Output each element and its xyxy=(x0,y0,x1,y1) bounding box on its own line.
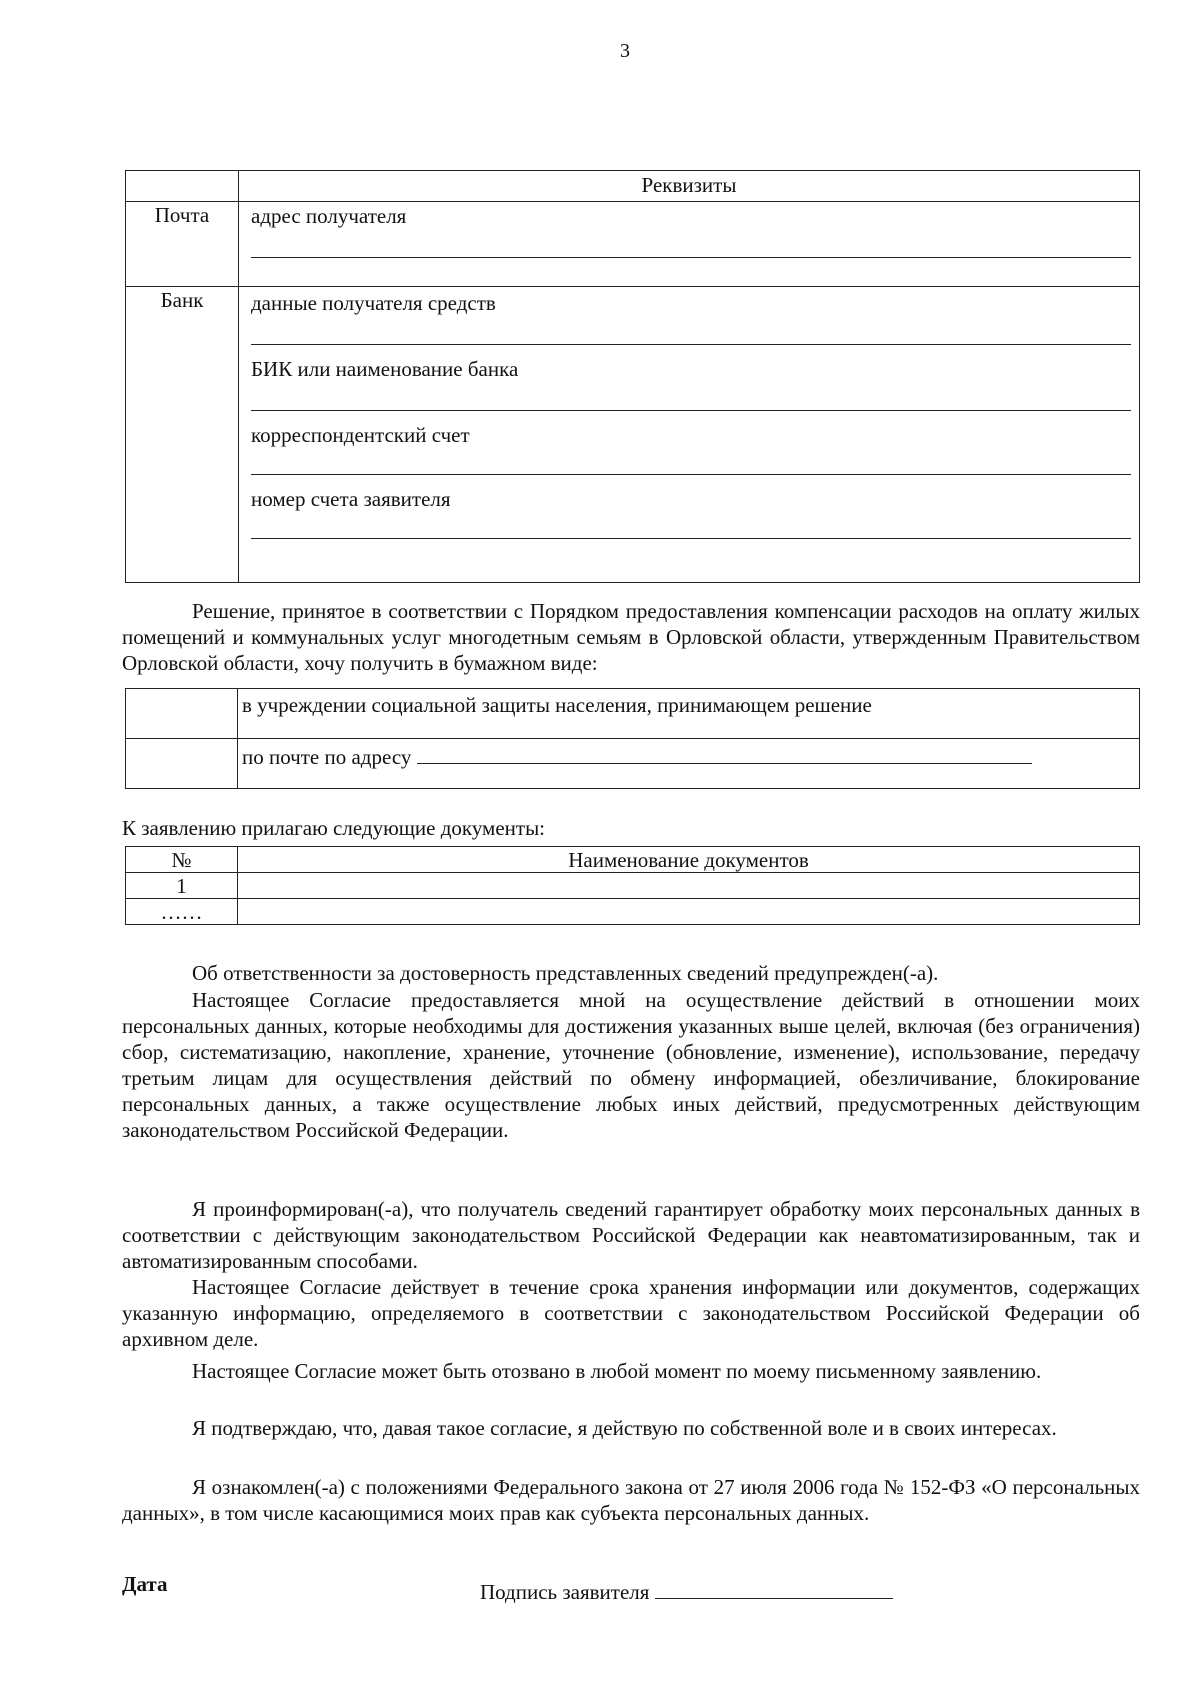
signature-block xyxy=(480,1578,893,1605)
requisites-header-empty xyxy=(126,171,239,202)
field-correspondent-account[interactable] xyxy=(251,411,1139,475)
requisites-table xyxy=(125,170,1140,583)
delivery-checkbox-office[interactable] xyxy=(126,689,238,739)
field-line[interactable] xyxy=(251,316,1131,345)
field-recipient-data[interactable] xyxy=(251,287,1139,345)
page-number: 3 xyxy=(620,40,630,62)
row-number: 1 xyxy=(126,873,238,899)
field-label: адрес получателя xyxy=(251,204,407,228)
table-row xyxy=(126,899,1140,925)
consent-paragraph: Настоящее Согласие предоставляется мной на осуществление действий в отношении моих персональных данных, которые необходимы для достижения указанных выше целей, включая (без ограничения) сбор, систематизацию, накопление, хранение, уточнение (обновление, изменение), использование, передачу третьим лицам для осуществления действий по обмену информацией, обезличивание, блокирование персональных данных, а также осуществление любых иных действий, предусмотренных действующим законодательством Российской Федерации. xyxy=(122,988,1140,1142)
row-document-name[interactable] xyxy=(238,873,1140,899)
signature-line[interactable] xyxy=(655,1578,893,1599)
documents-col-name: Наименование документов xyxy=(238,847,1140,873)
table-row xyxy=(126,873,1140,899)
bank-row-label xyxy=(126,287,239,583)
field-recipient-address[interactable] xyxy=(251,202,1139,258)
attachments-intro: К заявлению прилагаю следующие документы: xyxy=(122,816,546,840)
bank-label: Банк xyxy=(160,288,204,312)
date-label: Дата xyxy=(122,1572,168,1596)
mail-fields xyxy=(239,202,1140,287)
field-label: корреспондентский счет xyxy=(251,423,470,447)
row-document-name[interactable] xyxy=(238,899,1140,925)
mail-row-label xyxy=(126,202,239,287)
signature-label: Подпись заявителя xyxy=(480,1580,650,1604)
informed-paragraph: Я проинформирован(-а), что получатель сведений гарантирует обработку моих персональных данных в соответствии с действующим законодательством Российской Федерации как неавтоматизированным, так и автоматизированным способами. xyxy=(122,1197,1140,1273)
delivery-option-office xyxy=(238,689,1140,739)
field-line[interactable] xyxy=(251,382,1131,411)
validity-paragraph: Настоящее Согласие действует в течение срока хранения информации или документов, содержащих указанную информацию, определяемого в соответствии с законодательством Российской Федерации об архивном деле. xyxy=(122,1275,1140,1351)
field-line[interactable] xyxy=(251,512,1131,539)
delivery-option-label: в учреждении социальной защиты населения, принимающем решение xyxy=(242,693,872,717)
field-applicant-account[interactable] xyxy=(251,475,1139,539)
revocation-paragraph: Настоящее Согласие может быть отозвано в любой момент по моему письменному заявлению. xyxy=(192,1359,1042,1383)
field-line[interactable] xyxy=(251,229,1131,258)
documents-col-number: № xyxy=(126,847,238,873)
bank-fields xyxy=(239,287,1140,583)
responsibility-paragraph: Об ответственности за достоверность представленных сведений предупрежден(-а). xyxy=(192,961,939,985)
delivery-checkbox-mail[interactable] xyxy=(126,739,238,789)
field-label: данные получателя средств xyxy=(251,291,496,315)
documents-table xyxy=(125,846,1140,925)
delivery-option-label: по почте по адресу xyxy=(242,745,412,769)
field-label: номер счета заявителя xyxy=(251,487,451,511)
mail-label: Почта xyxy=(154,203,210,227)
delivery-options-table xyxy=(125,688,1140,789)
free-will-paragraph: Я подтверждаю, что, давая такое согласие, я действую по собственной воле и в своих интересах. xyxy=(192,1416,1057,1440)
field-line[interactable] xyxy=(251,448,1131,475)
row-number: …… xyxy=(126,899,238,925)
law-acquaintance-paragraph: Я ознакомлен(-а) с положениями Федерального закона от 27 июля 2006 года № 152-ФЗ «О персональных данных», в том числе касающимися моих прав как субъекта персональных данных. xyxy=(122,1475,1140,1525)
delivery-option-mail xyxy=(238,739,1140,789)
requisites-header: Реквизиты xyxy=(239,171,1140,202)
decision-paragraph: Решение, принятое в соответствии с Порядком предоставления компенсации расходов на оплату жилых помещений и коммунальных услуг многодетным семьям в Орловской области, утвержденным Правительством Орловской области, хочу получить в бумажном виде: xyxy=(122,599,1140,675)
field-label: БИК или наименование банка xyxy=(251,357,519,381)
mail-address-line[interactable] xyxy=(417,743,1032,764)
field-bik-bank-name[interactable] xyxy=(251,345,1139,411)
